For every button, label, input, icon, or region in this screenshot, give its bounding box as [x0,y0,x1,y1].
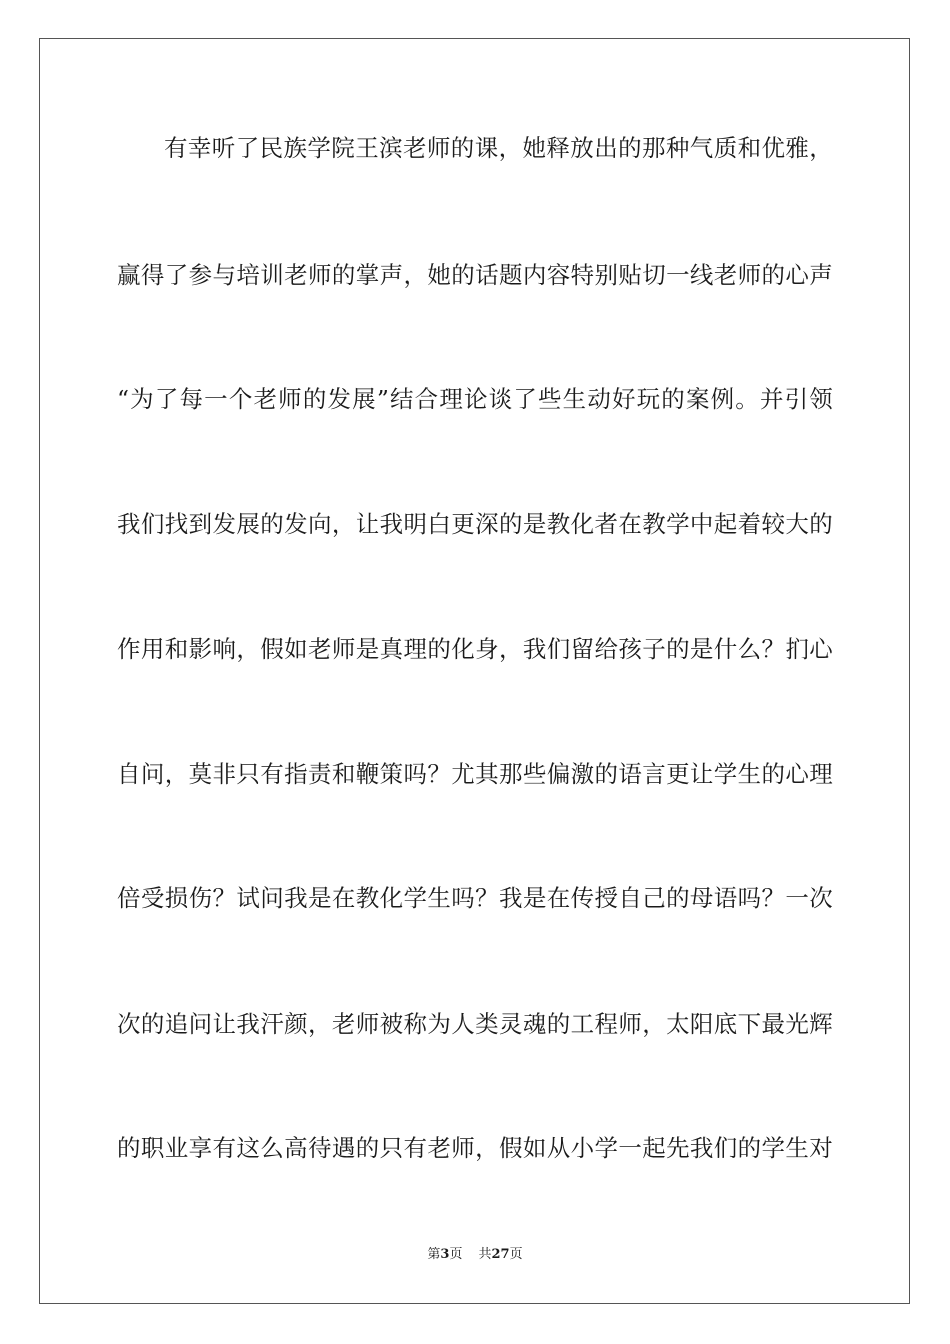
page-number: 3 [440,1247,450,1262]
paragraph-line: 作用和影响，假如老师是真理的化身，我们留给孩子的是什么？扪心 [117,635,833,663]
page-border [39,38,910,1304]
paragraph-line: 次的追问让我汗颜，老师被称为人类灵魂的工程师，太阳底下最光辉 [117,1010,833,1038]
total-pages: 27 [491,1247,510,1262]
page-prefix: 第 [427,1247,441,1262]
page-suffix: 页 [449,1247,463,1262]
paragraph-line: 赢得了参与培训老师的掌声，她的话题内容特别贴切一线老师的心声 [117,261,833,289]
paragraph-line: “为了每一个老师的发展”结合理论谈了些生动好玩的案例。并引领 [117,385,833,413]
total-suffix: 页 [509,1247,523,1262]
paragraph-line: 自问，莫非只有指责和鞭策吗？尤其那些偏激的语言更让学生的心理 [117,760,833,788]
paragraph-line: 我们找到发展的发向，让我明白更深的是教化者在教学中起着较大的 [117,510,833,538]
paragraph-line: 有幸听了民族学院王滨老师的课，她释放出的那种气质和优雅， [164,134,833,162]
paragraph-line: 倍受损伤？试问我是在教化学生吗？我是在传授自己的母语吗？一次 [117,884,833,912]
paragraph-line: 的职业享有这么高待遇的只有老师，假如从小学一起先我们的学生对 [117,1134,833,1162]
page-footer [0,1246,950,1264]
total-prefix: 共 [478,1247,492,1262]
